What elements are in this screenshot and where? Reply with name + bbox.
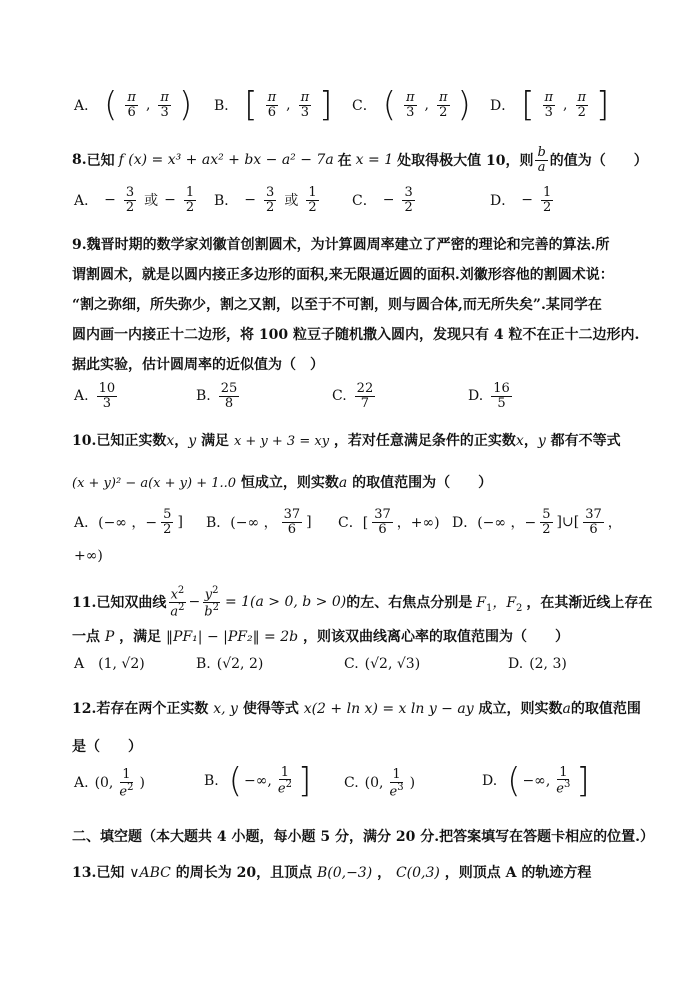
q9-line-3: “割之弥细，所失弥少，割之又割，以至于不可割，则与圆合体,而无所失矣”.某同学在 [72,297,602,313]
q11-option-c: C. (√2, √3) [344,656,421,672]
q9-option-c: C. $\frac{22}{7}$ [332,381,374,411]
q7-c-label: C． [352,98,377,114]
q8-option-d: D． − $\frac{1}{2}$ [490,185,552,215]
q7-b-label: B． [214,98,239,114]
q8-option-b: B． − $\frac{3}{2}$ 或 $\frac{1}{2}$ [214,185,317,215]
q7-d-label: D． [490,98,516,114]
q12-line-1: 12.若存在两个正实数 x, y 使得等式 x(2 + ln x) = x ln y − ay 成立，则实数a的取值范围 [72,701,641,717]
q12-option-a: A. (0, $\frac{1}{e^2}$ ) [74,767,145,799]
q12-line-2: 是（ ） [72,739,142,755]
q11-option-d: D. (2, 3) [508,656,567,672]
q11-line-1: 11.已知双曲线 $\frac{x^2}{a^2}$ − $\frac{y^2}{b^2}$ = 1(a > 0, b > 0) 的左、右焦点分别是 $F_1$，$F_2$ ，在其渐近线上存在 [72,585,653,620]
q10-option-a: A．(−∞ ，− $\frac{5}{2}$ ] [74,507,183,537]
q10-line-1: 10.已知正实数x，y 满足 x + y + 3 = xy ，若对任意满足条件的正实数x，y 都有不等式 [72,433,621,449]
q13-stem: 13.已知 ∨ABC 的周长为 20，且顶点 B(0,−3) ， C(0,3) ，则顶点 A 的轨迹方程 [72,865,592,881]
q8-option-a: A． − $\frac{3}{2}$ 或 − $\frac{1}{2}$ [74,185,195,215]
q10-option-d: D．(−∞ ，− $\frac{5}{2}$ ]∪[ $\frac{37}{6}$ ， [452,507,622,537]
q9-option-b: B. $\frac{25}{8}$ [196,381,238,411]
q7-option-c: C． ( $\frac{\pi}{3}$ , $\frac{\pi}{2}$ ) [352,85,471,125]
q10-line-2: (x + y)² − a(x + y) + 1..0 恒成立，则实数a 的取值范围为（ ） [72,475,493,491]
q9-option-d: D. $\frac{16}{5}$ [468,381,510,411]
q9-line-2: 谓割圆术，就是以圆内接正多边形的面积,来无限逼近圆的面积.刘徽形容他的割圆术说： [72,267,614,283]
q10-option-b: B．(−∞ ， $\frac{37}{6}$ ] [206,507,312,537]
q9-line-5: 据此实验，估计圆周率的近似值为（ ） [72,357,324,373]
q12-option-c: C. (0, $\frac{1}{e^3}$ ) [344,767,416,799]
q9-option-a: A. $\frac{10}{3}$ [74,381,116,411]
q9-line-4: 圆内画一内接正十二边形，将 100 粒豆子随机撒入圆内，发现只有 4 粒不在正十二边形内. [72,327,640,343]
q11-line-2: 一点 P ，满足 ‖PF₁| − |PF₂‖ = 2b ，则该双曲线离心率的取值范围为（ ） [72,629,569,645]
section-heading: 二、填空题（本大题共 4 小题，每小题 5 分，满分 20 分.把答案填写在答题卡相应的位置.） [72,829,654,845]
q8-stem: 8. 已知 f (x) = x³ + ax² + bx − a² − 7a 在 x = 1 处取得极大值 10，则 $\frac{b}{a}$ 的值为（ ） [72,145,648,175]
q7-option-b: B． [ $\frac{\pi}{6}$ , $\frac{\pi}{3}$ ] [214,85,333,125]
q10-option-c: C．[ $\frac{37}{6}$ ，+∞) [338,507,440,537]
q7-option-d: D． [ $\frac{\pi}{3}$ , $\frac{\pi}{2}$ ] [490,85,610,125]
q7-option-a: A． ( $\frac{\pi}{6}$ , $\frac{\pi}{3}$ ) [74,85,193,125]
q10-option-d-cont: +∞) [74,548,103,564]
q9-line-1: 9.魏晋时期的数学家刘徽首创割圆术，为计算圆周率建立了严密的理论和完善的算法.所 [72,237,610,253]
q11-option-a: A (1, √2) [74,656,145,672]
q12-option-b: B. ( −∞, $\frac{1}{e^2}$ ] [204,761,312,801]
q11-option-b: B. (√2, 2) [196,656,264,672]
q7-a-label: A． [74,98,99,114]
q12-option-d: D. ( −∞, $\frac{1}{e^3}$ ] [482,761,590,801]
q8-option-c: C． − $\frac{3}{2}$ [352,185,413,215]
